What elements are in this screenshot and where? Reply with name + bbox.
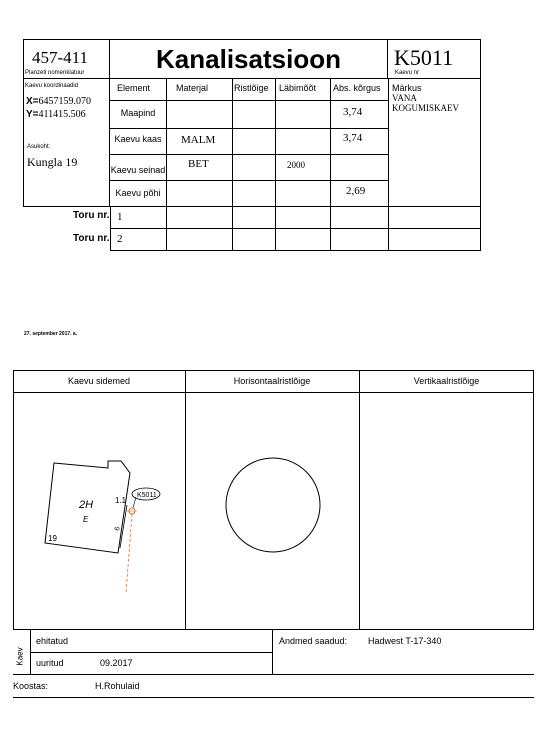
footer-surveyed-value: 09.2017 xyxy=(100,658,133,668)
row-element-3: Kaevu põhi xyxy=(115,188,161,198)
footer-author-value: H.Rohulaid xyxy=(95,681,140,691)
pipe-label-1: Toru nr. xyxy=(73,210,110,221)
col-element: Element xyxy=(117,83,151,93)
footer-author-row xyxy=(13,675,534,698)
row-element-1: Kaevu kaas xyxy=(114,134,162,144)
dimension-label: 1.1 xyxy=(115,496,127,505)
coordinates-label: Kaevu koordinaadid xyxy=(25,83,79,89)
sheet-number: 457-411 xyxy=(32,48,89,67)
well-id: K5011 xyxy=(394,45,454,70)
footer-built-label: ehitatud xyxy=(36,636,69,646)
ties-drawing xyxy=(13,393,185,630)
row-abs-3: 2,69 xyxy=(346,185,366,197)
dimension-label-2: 6 xyxy=(114,526,122,532)
section-title-ties: Kaevu sidemed xyxy=(67,376,131,386)
row-element-0: Maapind xyxy=(120,108,156,118)
row-abs-0: 3,74 xyxy=(343,106,363,118)
coord-x: X=6457159.070 xyxy=(26,96,92,107)
sheet-caption: Planzeti nomenklatuur xyxy=(25,70,85,76)
col-remark: Märkus xyxy=(392,83,422,93)
house-number: 19 xyxy=(48,534,57,543)
horizontal-section-drawing xyxy=(186,393,359,630)
row-abs-1: 3,74 xyxy=(343,132,363,144)
pipe-line xyxy=(126,514,132,593)
section-title-horizontal: Horisontaalristlõige xyxy=(233,376,311,386)
col-abs-height: Abs. kõrgus xyxy=(333,83,381,93)
building-label: 2H xyxy=(79,499,94,511)
col-diameter: Läbimõõt xyxy=(279,83,317,93)
footer-surveyed-label: uuritud xyxy=(36,658,64,668)
location-label: Asukoht: xyxy=(27,144,51,150)
well-horizontal-circle xyxy=(226,458,320,552)
row-material-2: BET xyxy=(188,158,209,170)
row-diameter-2: 2000 xyxy=(287,160,305,170)
col-cross-section: Ristlõige xyxy=(234,83,269,93)
col-material: Materjal xyxy=(176,83,209,93)
row-material-1: MALM xyxy=(181,134,216,146)
pipe-number-2: 2 xyxy=(117,233,123,245)
footer-author-label: Koostas: xyxy=(13,681,49,691)
well-tag: K5011 xyxy=(137,492,157,499)
title-block xyxy=(110,39,388,79)
sheet-block xyxy=(23,39,110,79)
well-id-caption: Kaevu nr xyxy=(395,70,420,76)
row-element-2: Kaevu seinad xyxy=(110,165,166,175)
coordinates-block xyxy=(23,79,110,207)
footer-side-label: Kaev xyxy=(15,647,25,666)
pipe-label-2: Toru nr. xyxy=(73,233,110,244)
well-id-block xyxy=(388,39,481,79)
pipe-number-1: 1 xyxy=(117,211,123,223)
page-title: Kanalisatsioon xyxy=(156,44,341,74)
building-sub: E xyxy=(83,515,89,524)
date-text: 27. september 2017. a. xyxy=(24,331,78,337)
pipe-rows-frame xyxy=(110,207,481,251)
location-value: Kungla 19 xyxy=(27,155,78,169)
coord-y: Y=411415.506 xyxy=(26,109,86,120)
footer-source-label: Andmed saadud: xyxy=(279,636,348,646)
section-title-vertical: Vertikaalristlõige xyxy=(413,376,480,386)
footer-source-value: Hadwest T-17-340 xyxy=(368,636,442,646)
remark-value: VANA KOGUMISKAEV xyxy=(392,93,459,113)
